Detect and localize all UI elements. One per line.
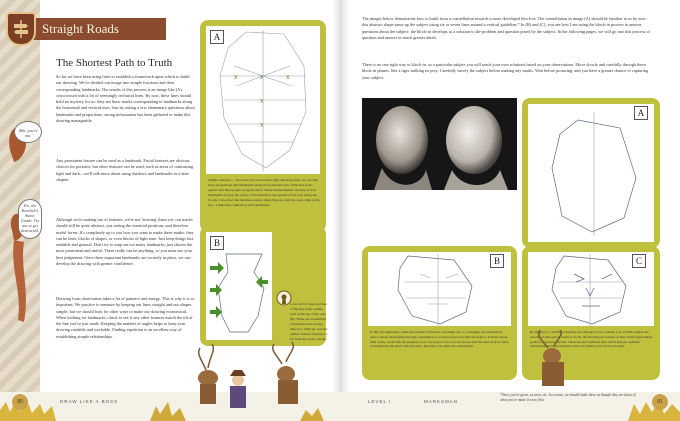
body-paragraph: So far we have been using lines to establish a framework upon which to build our drawing. We've divided our image into simple fractions and their corresponding landmarks. The results of this process is an image like (A), crisscrossed with a lot of seemingly technical lines. By now, these lines should hold no mystery for us: they are basic marks corresponding to landmarks along the horizontal and vertical axes. Just by asking a few elementary questions about landmarks and proportions, strong information has been gathered to make this drawing manageable. — [56, 74, 195, 124]
body-paragraph: There is no one right way to block-in, so a particular subject you will reach your own solutions based on your observations. Move slowly and carefully through these block-in phases, like a tiger stalking its prey. Carefully survey the subject before making any marks. Wait before pouncing, and you have a greater chance of capturing your subject. — [362, 62, 649, 80]
svg-text:x: x — [260, 74, 264, 81]
chapter-title: Straight Roads — [42, 21, 119, 36]
figure-caption: By image (C), I, Emma, a drawing, but although it now contains a lot of subtle angles, the drawing is still open to revision. So far, the drawing just consists of lines which approximate position, proportion and tilt. These are also landmark lines which help me establish relationships between elements which are further away from each other. — [530, 330, 653, 349]
figure-caption: Simple referrals — Now that we've found the right and left points, we can find more proportions and landmarks along the horizontal axis. What lies at the quarter and third points along this line? These measurements can help lock in landmarks. In (A), the corner of the mouth is one quarter of the way along the X axis. I also find that the three-quarter mark lines up with the outer edge of the ear—I make the connection with landmarks. — [208, 178, 320, 207]
chapter-banner — [14, 18, 166, 40]
figure-panel-a — [200, 20, 326, 232]
figure-panel-a — [522, 98, 660, 248]
body-paragraph: Although we're making use of features, we're not 'drawing' them yet: our marks should still be quite abstract, just noting the essential positions, and therefore useful forms. It's completely up to you how you want to make these marks: they can be lines, blocks of shapes, or even blocks of light tone. Just keep things fast, readable and general. Don't try to map out too many landmarks; just choose the most prominent and useful. These really can be anything, so you must use your best judgement. Once these important landmarks are securely in place, we can develop the drawing with greater confidence. — [56, 217, 195, 267]
speech-bubble: Yes, the Kenekek's Aoine, Grade. Try not to get distracted. — [18, 199, 42, 239]
speech-bubble: Ahh, you're not. — [14, 121, 42, 143]
figure-caption: Look out for long stretches of flatness in the outline, such as the top of the vase (B). These are wonderfully convenient areas as they help us to build up a blocky outline without straying too far from the actual contour. — [290, 302, 328, 341]
body-paragraph: Drawing from observation takes a lot of patience and energy. This is why it is so important. We practice to measure by keeping our lines straight and our shapes simple, but we should look for other ways to make our drawing economical. When looking for landmarks, check to see if any other features match the tilt of the line you've just made. Keeping the number of angles helps to keep your drawing readable and workable. Finding repetition is an excellent way of establishing simple relationships. — [56, 296, 195, 339]
svg-text:x: x — [286, 74, 290, 81]
deer-illustration — [520, 330, 590, 390]
running-footer-level: LEVEL I — [368, 399, 392, 404]
svg-text:x: x — [234, 74, 238, 81]
figure-label: A — [634, 106, 648, 120]
constellation-drawing — [528, 104, 654, 242]
deer-and-hunter-illustration — [186, 340, 326, 410]
page-number: 80 — [12, 394, 28, 410]
figure-label: A — [210, 30, 224, 44]
body-paragraph: Any prominent feature can be used as a landmark. Facial features are obvious choices for portraits, but other features can be used, such as areas of contrasting light and dark—we'll talk more about using shadows and landmarks in a later chapter. — [56, 158, 194, 182]
page-title: The Shortest Path to Truth — [56, 57, 173, 69]
bust-photograph — [362, 98, 517, 190]
page-number: 81 — [652, 394, 668, 410]
figure-label: C — [632, 254, 646, 268]
road-sign-icon — [6, 12, 36, 46]
figure-label: B — [490, 254, 504, 268]
figure-caption: In (B), I'm beginning to mark the position of features, and things are, so, a bridging can establish the outer contour. Developing the large constellation is a reciprocal process (B) also helps to look the whole draft works—both with the measures, how, if you go too far, you can always start the lines back in. Once I establish that the pieces fall into place, this helps you refine the constellation. — [370, 330, 509, 349]
svg-text:x: x — [260, 122, 264, 129]
running-footer-section: MARKSMAN — [424, 399, 459, 404]
svg-text:x: x — [260, 98, 264, 105]
constellation-drawing — [206, 26, 320, 174]
body-paragraph: The images below demonstrate how to build from a constellation towards a more developed block-in. The constellation in image (A) should be familiar to us by now: this abstract shape sums up the subject using six or seven lines around a vertical guideline.* In (B) and (C), you see how I am using the block-in process to answer questions about the subject: the block-in develops as a solution to the problem and question posed by the subject. In the following pages, we will go into this process of question and answer in much greater detail. — [362, 16, 650, 40]
photo-spacer — [362, 192, 517, 248]
page-gutter — [332, 0, 350, 421]
footnote: *Once you've given, as soon, etc. In a sense, we should make these as though they are ideas of what you've made in view first. — [500, 393, 636, 402]
figure-panel-b — [362, 246, 517, 380]
running-footer: DRAW LIKE A BOSS — [60, 399, 119, 404]
figure-label: B — [210, 236, 224, 250]
